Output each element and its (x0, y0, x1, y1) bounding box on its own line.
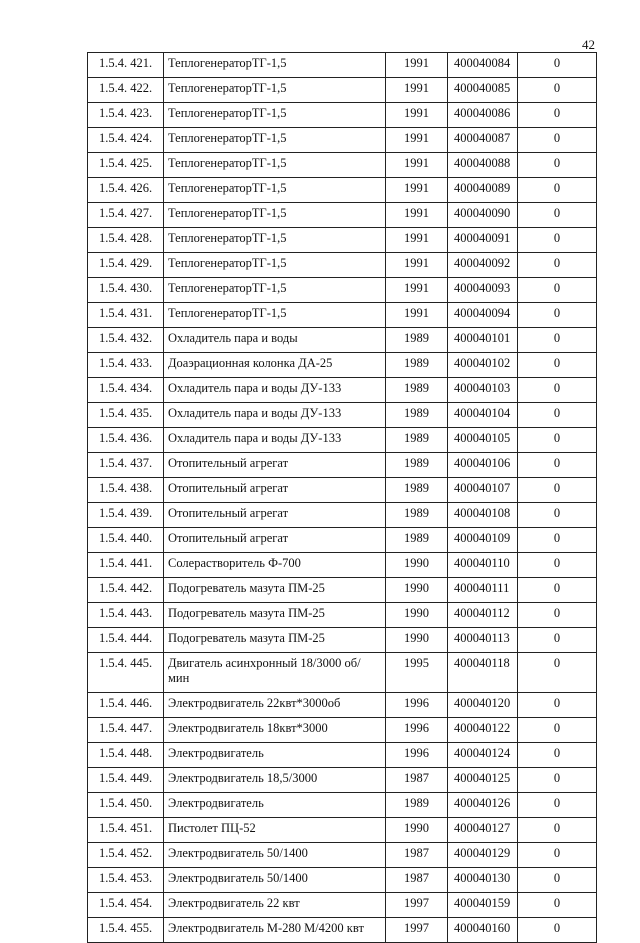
table-row (88, 918, 597, 943)
row-year: 1989 (386, 328, 448, 353)
row-value: 0 (518, 128, 597, 153)
row-inventory-number: 400040088 (448, 153, 518, 178)
row-inventory-number: 400040108 (448, 503, 518, 528)
row-year: 1989 (386, 353, 448, 378)
row-year: 1996 (386, 743, 448, 768)
row-inventory-number: 400040093 (448, 278, 518, 303)
row-name: Подогреватель мазута ПМ-25 (164, 603, 386, 628)
table-row (88, 578, 597, 603)
row-inventory-number: 400040089 (448, 178, 518, 203)
row-code: 1.5.4. 426. (88, 178, 164, 203)
row-name: Подогреватель мазута ПМ-25 (164, 628, 386, 653)
table-row (88, 868, 597, 893)
row-inventory-number: 400040107 (448, 478, 518, 503)
table-row (88, 353, 597, 378)
table-row (88, 303, 597, 328)
row-year: 1991 (386, 203, 448, 228)
row-code: 1.5.4. 453. (88, 868, 164, 893)
table-row (88, 478, 597, 503)
row-value: 0 (518, 578, 597, 603)
table-row (88, 253, 597, 278)
row-code: 1.5.4. 430. (88, 278, 164, 303)
row-inventory-number: 400040105 (448, 428, 518, 453)
row-value: 0 (518, 693, 597, 718)
row-code: 1.5.4. 446. (88, 693, 164, 718)
table-row (88, 228, 597, 253)
row-value: 0 (518, 503, 597, 528)
row-code: 1.5.4. 434. (88, 378, 164, 403)
table-row (88, 843, 597, 868)
row-year: 1996 (386, 718, 448, 743)
row-code: 1.5.4. 439. (88, 503, 164, 528)
row-year: 1995 (386, 653, 448, 693)
row-code: 1.5.4. 432. (88, 328, 164, 353)
row-code: 1.5.4. 433. (88, 353, 164, 378)
row-name: Охладитель пара и воды ДУ-133 (164, 378, 386, 403)
row-name: Электродвигатель 50/1400 (164, 868, 386, 893)
row-code: 1.5.4. 423. (88, 103, 164, 128)
row-name: Отопительный агрегат (164, 453, 386, 478)
row-code: 1.5.4. 452. (88, 843, 164, 868)
row-name: Электродвигатель 22 квт (164, 893, 386, 918)
row-value: 0 (518, 478, 597, 503)
row-name: ТеплогенераторТГ-1,5 (164, 228, 386, 253)
row-value: 0 (518, 868, 597, 893)
row-value: 0 (518, 793, 597, 818)
row-year: 1987 (386, 868, 448, 893)
table-row (88, 453, 597, 478)
row-name: ТеплогенераторТГ-1,5 (164, 128, 386, 153)
table-row (88, 718, 597, 743)
table-row (88, 328, 597, 353)
row-code: 1.5.4. 428. (88, 228, 164, 253)
row-code: 1.5.4. 442. (88, 578, 164, 603)
row-name: Охладитель пара и воды (164, 328, 386, 353)
row-name: Электродвигатель 18,5/3000 (164, 768, 386, 793)
row-value: 0 (518, 153, 597, 178)
row-inventory-number: 400040112 (448, 603, 518, 628)
row-year: 1989 (386, 793, 448, 818)
row-name: Охладитель пара и воды ДУ-133 (164, 403, 386, 428)
row-code: 1.5.4. 449. (88, 768, 164, 793)
row-code: 1.5.4. 424. (88, 128, 164, 153)
row-name: ТеплогенераторТГ-1,5 (164, 203, 386, 228)
row-code: 1.5.4. 443. (88, 603, 164, 628)
row-year: 1991 (386, 153, 448, 178)
row-value: 0 (518, 53, 597, 78)
row-name: Подогреватель мазута ПМ-25 (164, 578, 386, 603)
row-value: 0 (518, 768, 597, 793)
row-year: 1990 (386, 818, 448, 843)
row-year: 1987 (386, 843, 448, 868)
row-inventory-number: 400040160 (448, 918, 518, 943)
row-inventory-number: 400040130 (448, 868, 518, 893)
row-year: 1997 (386, 918, 448, 943)
row-inventory-number: 400040104 (448, 403, 518, 428)
row-inventory-number: 400040118 (448, 653, 518, 693)
table-row (88, 203, 597, 228)
row-name: Отопительный агрегат (164, 528, 386, 553)
row-year: 1989 (386, 503, 448, 528)
table-row (88, 793, 597, 818)
inventory-table-body (88, 53, 597, 943)
row-inventory-number: 400040103 (448, 378, 518, 403)
row-code: 1.5.4. 422. (88, 78, 164, 103)
table-row (88, 693, 597, 718)
row-year: 1989 (386, 378, 448, 403)
row-code: 1.5.4. 429. (88, 253, 164, 278)
table-row (88, 78, 597, 103)
row-code: 1.5.4. 444. (88, 628, 164, 653)
row-year: 1991 (386, 103, 448, 128)
table-row (88, 553, 597, 578)
row-year: 1990 (386, 628, 448, 653)
row-name: Солерастворитель Ф-700 (164, 553, 386, 578)
table-row (88, 428, 597, 453)
row-value: 0 (518, 553, 597, 578)
table-row (88, 743, 597, 768)
row-code: 1.5.4. 450. (88, 793, 164, 818)
table-row (88, 653, 597, 693)
table-row (88, 528, 597, 553)
table-row (88, 278, 597, 303)
row-code: 1.5.4. 427. (88, 203, 164, 228)
row-name: ТеплогенераторТГ-1,5 (164, 278, 386, 303)
row-code: 1.5.4. 440. (88, 528, 164, 553)
row-inventory-number: 400040085 (448, 78, 518, 103)
row-name: Отопительный агрегат (164, 478, 386, 503)
row-year: 1991 (386, 178, 448, 203)
row-year: 1991 (386, 253, 448, 278)
row-name: ТеплогенераторТГ-1,5 (164, 153, 386, 178)
row-year: 1991 (386, 78, 448, 103)
row-year: 1989 (386, 453, 448, 478)
row-code: 1.5.4. 435. (88, 403, 164, 428)
row-code: 1.5.4. 436. (88, 428, 164, 453)
row-value: 0 (518, 628, 597, 653)
row-name: ТеплогенераторТГ-1,5 (164, 178, 386, 203)
row-name: Пистолет ПЦ-52 (164, 818, 386, 843)
row-inventory-number: 400040159 (448, 893, 518, 918)
row-name: Электродвигатель М-280 М/4200 квт (164, 918, 386, 943)
row-value: 0 (518, 743, 597, 768)
row-inventory-number: 400040120 (448, 693, 518, 718)
row-inventory-number: 400040129 (448, 843, 518, 868)
row-inventory-number: 400040106 (448, 453, 518, 478)
row-value: 0 (518, 603, 597, 628)
row-value: 0 (518, 653, 597, 693)
row-value: 0 (518, 428, 597, 453)
row-year: 1989 (386, 403, 448, 428)
row-year: 1996 (386, 693, 448, 718)
row-code: 1.5.4. 451. (88, 818, 164, 843)
row-year: 1991 (386, 228, 448, 253)
row-year: 1990 (386, 578, 448, 603)
row-name: Электродвигатель 22квт*3000об (164, 693, 386, 718)
row-inventory-number: 400040092 (448, 253, 518, 278)
row-value: 0 (518, 718, 597, 743)
row-value: 0 (518, 303, 597, 328)
row-year: 1991 (386, 128, 448, 153)
table-row (88, 103, 597, 128)
row-code: 1.5.4. 421. (88, 53, 164, 78)
table-row (88, 503, 597, 528)
row-inventory-number: 400040111 (448, 578, 518, 603)
table-row (88, 153, 597, 178)
row-code: 1.5.4. 437. (88, 453, 164, 478)
table-row (88, 178, 597, 203)
row-year: 1990 (386, 553, 448, 578)
table-row (88, 603, 597, 628)
row-name: Доаэрационная колонка ДА-25 (164, 353, 386, 378)
row-name: Охладитель пара и воды ДУ-133 (164, 428, 386, 453)
table-row (88, 818, 597, 843)
row-year: 1989 (386, 478, 448, 503)
row-name: Электродвигатель (164, 793, 386, 818)
row-year: 1991 (386, 278, 448, 303)
table-row (88, 53, 597, 78)
row-code: 1.5.4. 438. (88, 478, 164, 503)
row-name: Электродвигатель 50/1400 (164, 843, 386, 868)
row-year: 1989 (386, 428, 448, 453)
table-row (88, 768, 597, 793)
row-year: 1997 (386, 893, 448, 918)
row-value: 0 (518, 328, 597, 353)
row-name: ТеплогенераторТГ-1,5 (164, 253, 386, 278)
row-code: 1.5.4. 441. (88, 553, 164, 578)
row-value: 0 (518, 818, 597, 843)
table-row (88, 403, 597, 428)
row-value: 0 (518, 78, 597, 103)
row-inventory-number: 400040127 (448, 818, 518, 843)
row-code: 1.5.4. 425. (88, 153, 164, 178)
row-name: ТеплогенераторТГ-1,5 (164, 103, 386, 128)
inventory-table (87, 52, 597, 943)
row-year: 1989 (386, 528, 448, 553)
page-number: 42 (582, 37, 595, 52)
row-inventory-number: 400040126 (448, 793, 518, 818)
row-code: 1.5.4. 431. (88, 303, 164, 328)
row-inventory-number: 400040087 (448, 128, 518, 153)
row-value: 0 (518, 353, 597, 378)
row-value: 0 (518, 378, 597, 403)
row-value: 0 (518, 203, 597, 228)
row-inventory-number: 400040122 (448, 718, 518, 743)
row-value: 0 (518, 278, 597, 303)
row-value: 0 (518, 178, 597, 203)
row-value: 0 (518, 918, 597, 943)
table-row (88, 128, 597, 153)
row-value: 0 (518, 228, 597, 253)
row-inventory-number: 400040124 (448, 743, 518, 768)
row-code: 1.5.4. 454. (88, 893, 164, 918)
row-value: 0 (518, 453, 597, 478)
row-name: ТеплогенераторТГ-1,5 (164, 53, 386, 78)
row-name: Электродвигатель (164, 743, 386, 768)
row-inventory-number: 400040101 (448, 328, 518, 353)
row-year: 1987 (386, 768, 448, 793)
row-value: 0 (518, 843, 597, 868)
row-value: 0 (518, 253, 597, 278)
row-inventory-number: 400040091 (448, 228, 518, 253)
row-inventory-number: 400040110 (448, 553, 518, 578)
row-inventory-number: 400040102 (448, 353, 518, 378)
row-inventory-number: 400040094 (448, 303, 518, 328)
table-row (88, 893, 597, 918)
row-name: Двигатель асинхронный 18/3000 об/мин (164, 653, 386, 693)
row-inventory-number: 400040086 (448, 103, 518, 128)
row-value: 0 (518, 403, 597, 428)
table-row (88, 628, 597, 653)
row-year: 1991 (386, 53, 448, 78)
row-code: 1.5.4. 447. (88, 718, 164, 743)
row-value: 0 (518, 103, 597, 128)
row-year: 1990 (386, 603, 448, 628)
row-inventory-number: 400040125 (448, 768, 518, 793)
row-value: 0 (518, 893, 597, 918)
row-name: ТеплогенераторТГ-1,5 (164, 303, 386, 328)
row-code: 1.5.4. 445. (88, 653, 164, 693)
row-value: 0 (518, 528, 597, 553)
row-inventory-number: 400040113 (448, 628, 518, 653)
row-code: 1.5.4. 455. (88, 918, 164, 943)
row-inventory-number: 400040090 (448, 203, 518, 228)
table-row (88, 378, 597, 403)
row-code: 1.5.4. 448. (88, 743, 164, 768)
row-name: ТеплогенераторТГ-1,5 (164, 78, 386, 103)
row-inventory-number: 400040084 (448, 53, 518, 78)
row-year: 1991 (386, 303, 448, 328)
row-inventory-number: 400040109 (448, 528, 518, 553)
row-name: Отопительный агрегат (164, 503, 386, 528)
row-name: Электродвигатель 18квт*3000 (164, 718, 386, 743)
